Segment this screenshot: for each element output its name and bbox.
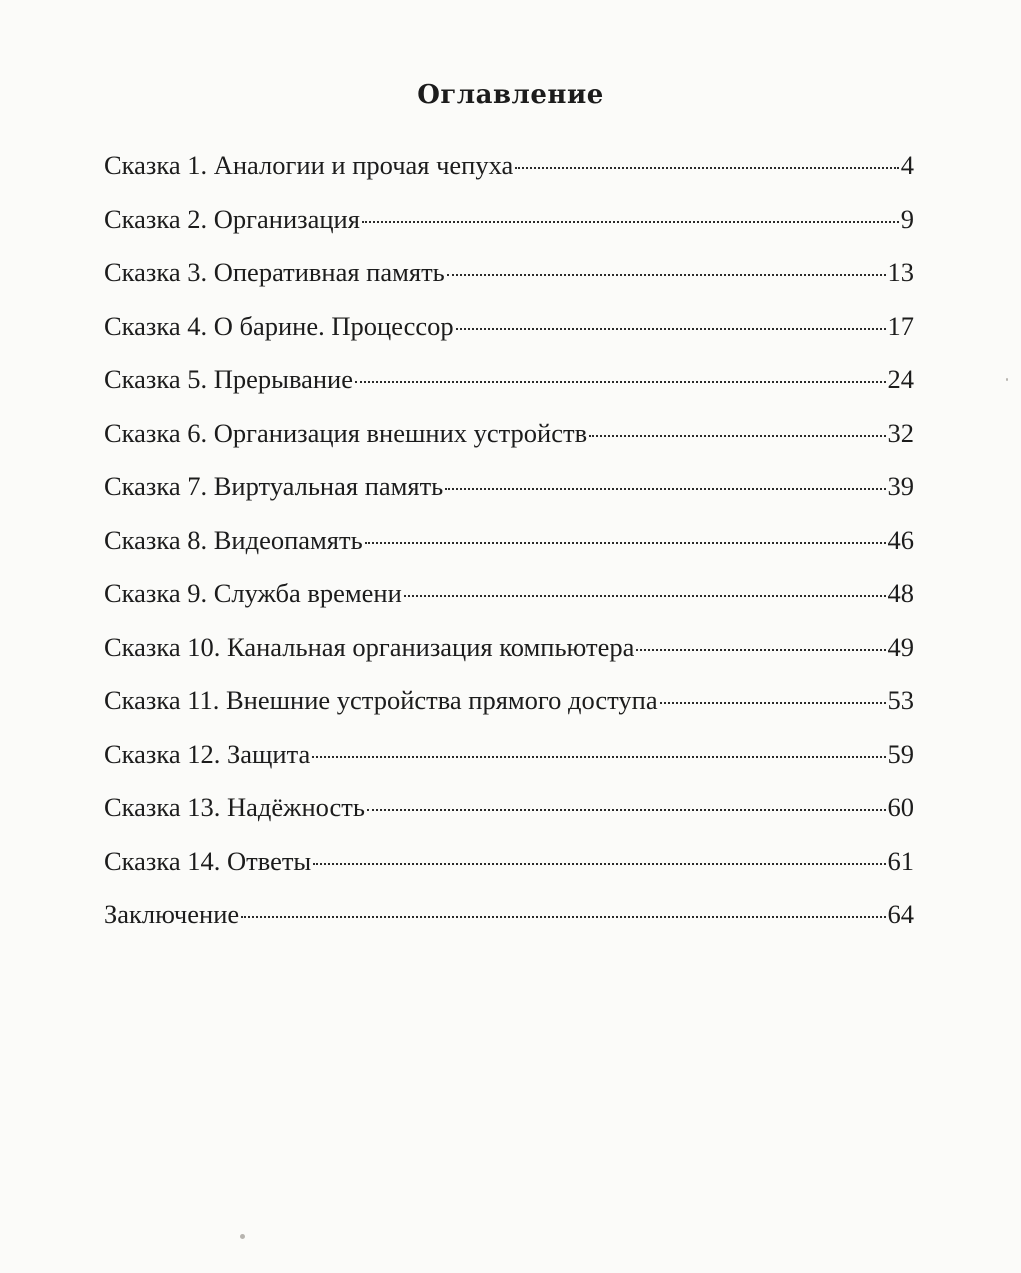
toc-entry-label: Сказка 3. Оперативная память <box>104 257 445 287</box>
dot-leader <box>447 274 886 276</box>
toc-entry-label: Сказка 8. Видеопамять <box>104 524 363 555</box>
dot-leader <box>660 702 886 704</box>
toc-entry <box>104 525 914 579</box>
dot-leader <box>365 542 886 544</box>
toc-entry-page: 60 <box>887 792 914 822</box>
toc-entry-label: Сказка 11. Внешние устройства прямого доступа <box>104 685 658 715</box>
toc-list <box>104 150 914 953</box>
toc-entry-page: 64 <box>887 899 914 929</box>
toc-entry-page: 17 <box>887 310 914 341</box>
toc-entry <box>104 846 914 900</box>
toc-entry-page: 32 <box>887 417 914 448</box>
toc-entry <box>104 257 914 311</box>
dot-leader <box>367 809 886 811</box>
paper-speck <box>1006 378 1008 381</box>
toc-entry <box>104 632 914 686</box>
toc-entry-page: 46 <box>887 524 914 555</box>
toc-entry-page: 59 <box>887 738 914 769</box>
toc-entry-label: Сказка 2. Организация <box>104 203 360 234</box>
paper-speck <box>240 1234 245 1239</box>
toc-entry-label: Сказка 14. Ответы <box>104 845 312 876</box>
toc-entry-label: Заключение <box>104 899 240 929</box>
toc-entry-page: 4 <box>900 150 914 180</box>
toc-entry <box>104 418 914 472</box>
dot-leader <box>313 863 885 865</box>
toc-entry <box>104 578 914 632</box>
dot-leader <box>515 167 898 169</box>
dot-leader <box>312 756 885 758</box>
dot-leader <box>362 221 899 223</box>
dot-leader <box>456 328 886 330</box>
toc-entry-label: Сказка 10. Канальная организация компьютера <box>104 631 635 662</box>
toc-entry <box>104 685 914 739</box>
toc-entry-page: 49 <box>887 631 914 662</box>
toc-entry-page: 53 <box>887 685 914 715</box>
dot-leader <box>589 435 885 437</box>
toc-entry-page: 39 <box>887 471 914 501</box>
toc-entry-label: Сказка 9. Служба времени <box>104 578 402 608</box>
toc-entry <box>104 471 914 525</box>
toc-entry-label: Сказка 7. Виртуальная память <box>104 471 444 501</box>
toc-entry-page: 9 <box>900 203 914 234</box>
toc-entry <box>104 899 914 953</box>
toc-entry-label: Сказка 1. Аналогии и прочая чепуха <box>104 150 514 180</box>
dot-leader <box>404 595 886 597</box>
toc-entry-page: 48 <box>887 578 914 608</box>
toc-entry-label: Сказка 5. Прерывание <box>104 364 353 394</box>
toc-entry <box>104 204 914 258</box>
toc-entry-label: Сказка 13. Надёжность <box>104 792 365 822</box>
toc-entry-label: Сказка 6. Организация внешних устройств <box>104 417 588 448</box>
toc-title: Оглавление <box>417 80 604 110</box>
toc-entry <box>104 311 914 365</box>
dot-leader <box>636 649 885 651</box>
toc-entry-page: 61 <box>887 845 914 876</box>
dot-leader <box>241 916 885 918</box>
toc-entry-page: 24 <box>887 364 914 394</box>
toc-entry <box>104 150 914 204</box>
toc-entry <box>104 792 914 846</box>
toc-entry-label: Сказка 4. О барине. Процессор <box>104 310 454 341</box>
toc-entry <box>104 364 914 418</box>
dot-leader <box>445 488 885 490</box>
dot-leader <box>355 381 886 383</box>
toc-entry-label: Сказка 12. Защита <box>104 738 311 769</box>
toc-entry-page: 13 <box>887 257 914 287</box>
toc-entry <box>104 739 914 793</box>
